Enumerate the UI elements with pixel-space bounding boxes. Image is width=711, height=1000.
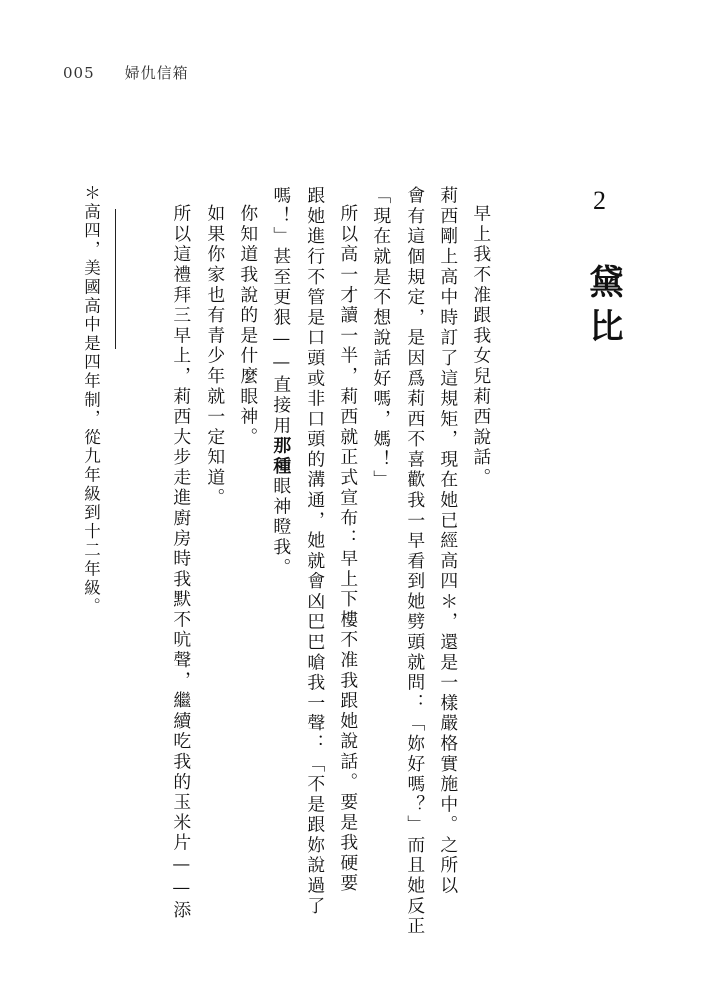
body-line-9: 如果你家也有青少年就一定知道。: [204, 204, 226, 509]
body-line-3: 會有這個規定，是因爲莉西不喜歡我一早看到她劈頭就問：「妳好嗎？」而且她反正: [404, 186, 426, 937]
emphasis-text: 那種: [270, 435, 292, 477]
body-line-7: [272, 186, 290, 578]
body-line-1: 早上我不准跟我女兒莉西說話。: [470, 204, 492, 489]
chapter-title: 黛比: [583, 264, 623, 352]
footnote: ＊高四，美國高中是四年制，從九年級到十二年級。: [81, 184, 101, 617]
body-line-8: 你知道我說的是什麼眼神。: [237, 204, 259, 448]
body-line-7-start: 嗎！」甚至更狠——直接用: [270, 186, 292, 436]
page-number: 005: [63, 64, 95, 82]
body-line-6: 跟她進行不管是口頭或非口頭的溝通，她就會凶巴巴嗆我一聲：「不是跟妳說過了: [304, 186, 326, 917]
running-header: [63, 62, 189, 83]
body-line-10: 所以這禮拜三早上，莉西大步走進廚房時我默不吭聲，繼續吃我的玉米片——添: [170, 204, 192, 921]
body-line-2: 莉西剛上高中時訂了這規矩，現在她已經高四＊，還是一樣嚴格實施中。之所以: [437, 186, 459, 897]
book-title: 婦仇信箱: [124, 64, 189, 82]
body-line-4: 「現在就是不想說話好嗎，媽！」: [370, 186, 392, 491]
footnote-divider: [115, 209, 116, 349]
chapter-number: 2: [593, 186, 606, 215]
body-line-7-end: 眼神瞪我。: [270, 476, 292, 578]
body-line-5: 所以高一才讀一半，莉西就正式宣布：早上下樓不准我跟她說話。要是我硬要: [337, 204, 359, 894]
